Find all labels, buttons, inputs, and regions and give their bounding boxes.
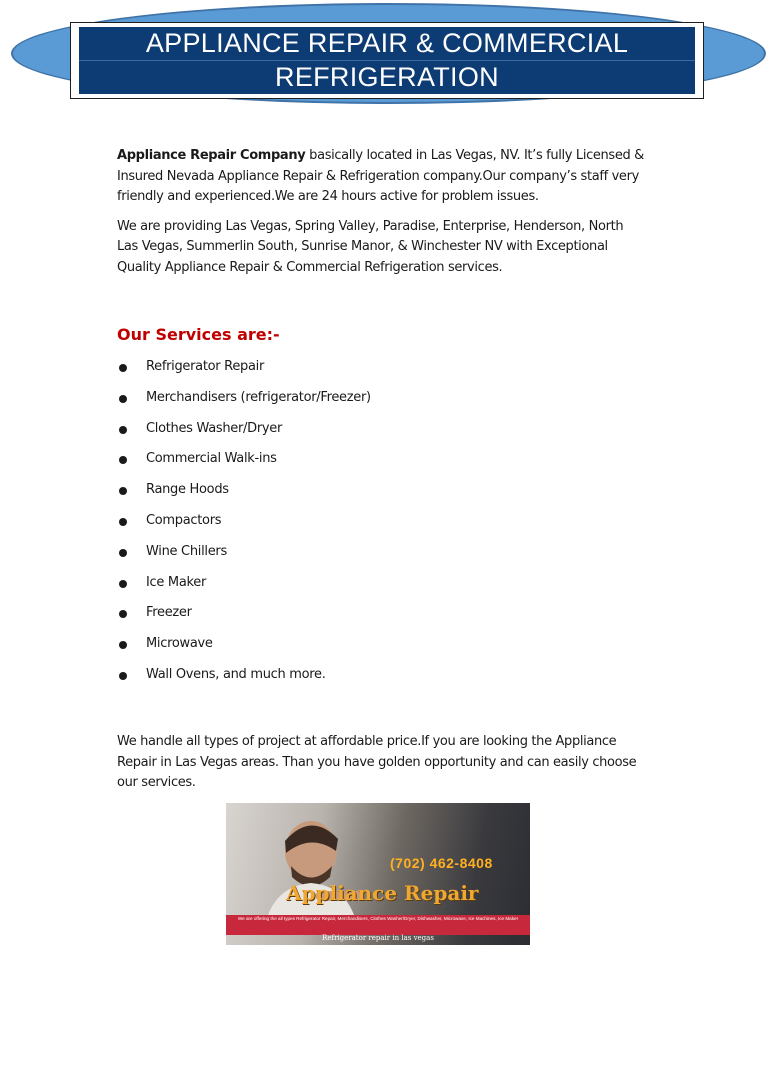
service-label: Range Hoods — [146, 482, 229, 498]
bullet-icon — [119, 518, 127, 526]
ad-phone-number: (702) 462-8408 — [390, 855, 493, 871]
service-label: Commercial Walk-ins — [146, 451, 277, 467]
list-item — [117, 390, 371, 421]
list-item — [117, 421, 371, 452]
bullet-icon — [119, 456, 127, 464]
services-list — [117, 359, 371, 698]
intro-section — [117, 146, 647, 287]
service-label: Freezer — [146, 605, 192, 621]
company-name: Appliance Repair Company — [117, 148, 306, 163]
bullet-icon — [119, 580, 127, 588]
services-title: Our Services are:- — [117, 325, 280, 344]
list-item — [117, 636, 371, 667]
service-label: Microwave — [146, 636, 213, 652]
list-item — [117, 359, 371, 390]
ad-footer-text: Refrigerator repair in las vegas — [322, 934, 434, 942]
list-item — [117, 605, 371, 636]
service-label: Compactors — [146, 512, 222, 528]
header-banner — [79, 27, 695, 94]
list-item — [117, 544, 371, 575]
service-label: Merchandisers (refrigerator/Freezer) — [146, 389, 371, 405]
service-label: Ice Maker — [146, 574, 207, 590]
bullet-icon — [119, 610, 127, 618]
appliance-repair-ad-image — [226, 803, 530, 945]
intro-paragraph-1-text: basically located in Las Vegas, NV. It’s fully Licensed & Insured Nevada Appliance Repair & Refrigeration company.Our company’s staff very friendly and experienced.We are 24 hours active for problem issues. — [117, 148, 644, 204]
header-box — [70, 22, 704, 99]
page-title-line2: REFRIGERATION — [275, 62, 499, 92]
service-label: Clothes Washer/Dryer — [146, 420, 282, 436]
service-label: Wall Ovens, and much more. — [146, 666, 326, 682]
bullet-icon — [119, 395, 127, 403]
list-item — [117, 482, 371, 513]
ad-services-band: We are offering the all types Refrigerator Repair, Merchandisers, Clothes Washer/Dryer, Dishwasher, Microwave, Ice Machines, Ice Maker — [226, 915, 530, 935]
page-title-line1: APPLIANCE REPAIR & COMMERCIAL — [79, 27, 695, 61]
bullet-icon — [119, 641, 127, 649]
bullet-icon — [119, 549, 127, 557]
ad-title: Appliance Repair — [286, 881, 479, 905]
list-item — [117, 513, 371, 544]
bullet-icon — [119, 487, 127, 495]
service-label: Refrigerator Repair — [146, 359, 264, 374]
list-item — [117, 667, 371, 698]
bullet-icon — [119, 672, 127, 680]
closing-paragraph: We handle all types of project at affordable price.If you are looking the Appliance Repair in Las Vegas areas. Than you have golden opportunity and can easily choose our services. — [117, 734, 637, 790]
list-item — [117, 575, 371, 606]
intro-paragraph-1 — [117, 146, 647, 208]
service-label: Wine Chillers — [146, 543, 227, 559]
list-item — [117, 451, 371, 482]
bullet-icon — [119, 426, 127, 434]
intro-paragraph-2: We are providing Las Vegas, Spring Valley, Paradise, Enterprise, Henderson, North Las Vegas, Summerlin South, Sunrise Manor, & Winchester NV with Exceptional Quality Appliance Repair & Commercial Refrigeration services. — [117, 218, 624, 275]
bullet-icon — [119, 364, 127, 372]
